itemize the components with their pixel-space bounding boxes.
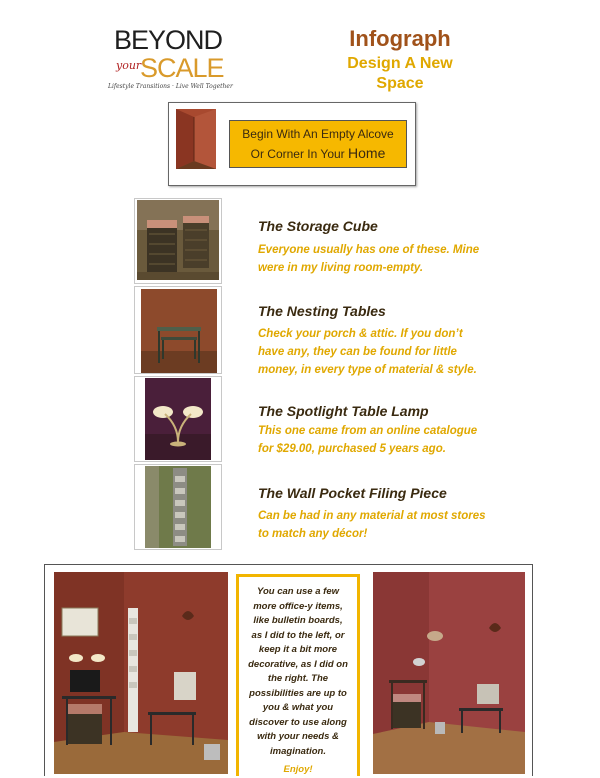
item-title-wall-pocket-filer: The Wall Pocket Filing Piece xyxy=(258,485,447,501)
intro-card xyxy=(168,102,416,186)
intro-line-1: Begin With An Empty Alcove xyxy=(242,127,394,141)
quote-callout xyxy=(236,574,360,776)
quote-line: you & what you xyxy=(262,702,334,713)
desc-line: Everyone usually has one of these. Mine xyxy=(258,244,480,256)
page-title: Infograph xyxy=(349,26,451,51)
quote-line: with your needs & xyxy=(257,731,339,742)
quote-line: more office-y items, xyxy=(253,600,343,612)
logo-tagline: Lifestyle Transitions · Live Well Together xyxy=(108,83,233,90)
desc-line: Check your porch & attic. If you don’t xyxy=(258,328,463,340)
item-desc-wall-pocket-filer xyxy=(258,507,508,543)
storage-cube-photo xyxy=(137,200,223,284)
desc-line: were in my living room-empty. xyxy=(258,262,424,274)
intro-line-2: Or Corner In Your xyxy=(250,147,345,161)
storage-cube-photo-frame xyxy=(134,198,222,284)
empty-alcove-photo xyxy=(176,109,216,169)
brand-logo xyxy=(108,25,232,95)
page-subtitle xyxy=(320,54,480,94)
desc-line: to match any décor! xyxy=(258,528,368,540)
item-desc-spotlight-lamp xyxy=(258,422,508,458)
item-title-storage-cube: The Storage Cube xyxy=(258,218,378,234)
office-corner-photo xyxy=(54,572,228,774)
intro-home-word: Home xyxy=(348,145,386,161)
item-title-nesting-tables: The Nesting Tables xyxy=(258,303,386,319)
intro-callout xyxy=(229,120,407,168)
quote-line: possibilities are up to xyxy=(249,687,347,699)
desc-line: for $29.00, purchased 5 years ago. xyxy=(258,443,446,455)
logo-word-beyond: BEYOND xyxy=(114,25,223,55)
item-title-spotlight-lamp: The Spotlight Table Lamp xyxy=(258,403,429,419)
desc-line: Can be had in any material at most stores xyxy=(258,510,486,522)
quote-line: like bulletin boards, xyxy=(253,615,343,626)
quote-line: decorative, as I did on xyxy=(248,658,348,670)
decorative-corner-photo xyxy=(373,572,525,774)
logo-word-scale: SCALE xyxy=(140,53,224,83)
desc-line: money, in every type of material & style. xyxy=(258,364,477,376)
logo-word-your: your xyxy=(116,59,142,72)
spotlight-lamp-photo xyxy=(145,378,231,462)
quote-line: keep it a bit more xyxy=(258,644,338,655)
quote-line: as I did to the left, or xyxy=(251,629,345,641)
wall-pocket-filer-photo-frame xyxy=(134,464,222,550)
nesting-tables-photo-frame xyxy=(134,286,222,374)
quote-line: discover to use along xyxy=(249,716,347,728)
nesting-tables-photo xyxy=(137,289,223,375)
quote-line: the right. The xyxy=(267,673,329,684)
item-desc-nesting-tables xyxy=(258,325,508,379)
quote-closing: Enjoy! xyxy=(283,764,313,775)
wall-pocket-filer-photo xyxy=(145,466,231,550)
spotlight-lamp-photo-frame xyxy=(134,376,222,462)
desc-line: have any, they can be found for little xyxy=(258,346,457,358)
quote-line: You can use a few xyxy=(256,586,339,597)
quote-line: imagination. xyxy=(270,745,326,757)
subtitle-line-1: Design A New xyxy=(347,55,453,72)
subtitle-line-2: Space xyxy=(376,75,424,92)
item-desc-storage-cube xyxy=(258,241,508,277)
desc-line: This one came from an online catalogue xyxy=(258,425,478,437)
